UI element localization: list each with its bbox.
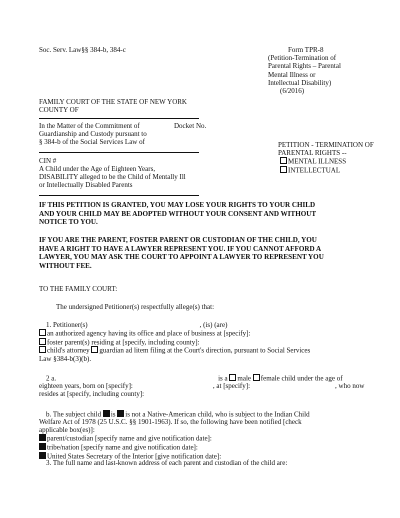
checkbox-icon[interactable] (103, 410, 110, 417)
checkbox-icon[interactable] (117, 410, 124, 417)
form-subtitle-line: Mental Illness or (268, 70, 316, 79)
checkbox-icon[interactable] (91, 346, 98, 353)
petition-title-line: PETITION - TERMINATION OF (278, 141, 374, 149)
icwa-line: applicable box(es)]: (39, 426, 95, 435)
option-childs-attorney[interactable]: child's attorney guardian ad litem filing at the Court's direction, pursuant to Social Services (39, 346, 310, 355)
salutation: TO THE FAMILY COURT: (39, 285, 118, 293)
option-is: is (110, 410, 116, 419)
warning-line: AND YOUR CHILD MAY BE ADOPTED WITHOUT YOUR CONSENT AND WITHOUT (39, 209, 317, 218)
option-foster-parents[interactable]: foster parent(s) residing at [specify, including county]: (39, 338, 310, 347)
paragraph-3: 3. The full name and last-known address of each parent and custodian of the child are: (46, 459, 288, 467)
petitioner-type-options (39, 329, 310, 363)
form-identifier (268, 46, 341, 95)
form-subtitle-line: Parental Rights – Parental (268, 62, 341, 71)
child-birth-details (39, 382, 364, 398)
paragraph-1 (46, 321, 227, 329)
warning-line: HAVE A RIGHT TO HAVE A LAWYER REPRESENT YOU. IF YOU CANNOT AFFORD A (39, 244, 322, 253)
checkbox-icon[interactable] (253, 374, 260, 381)
warning-line: IF THIS PETITION IS GRANTED, YOU MAY LOSE YOUR RIGHTS TO YOUR CHILD (39, 201, 316, 209)
form-subtitle-line: (Petition-Termination of (268, 54, 337, 63)
checkbox-icon[interactable] (39, 434, 46, 441)
docket-label: Docket No. (174, 122, 207, 130)
icwa-line: Welfare Act of 1978 (25 U.S.C. §§ 1901-1963). If so, the following have been notified [check (39, 418, 302, 426)
caption-name-line (39, 152, 199, 153)
matter-line: Guardianship and Custody pursuant to (39, 130, 147, 139)
child-line: DISABILITY alleged to be the Child of Mentally Ill (39, 173, 186, 182)
notify-secretary-interior[interactable]: United States Secretary of the Interior [give notification date]: (39, 452, 302, 461)
checkbox-icon[interactable] (39, 452, 46, 459)
option-intellectual[interactable]: INTELLECTUAL (278, 166, 374, 175)
child-sex-line: 2 a. is a male female child under the age of (46, 374, 343, 383)
court-name-line: FAMILY COURT OF THE STATE OF NEW YORK (39, 98, 187, 106)
matter-caption (39, 122, 147, 147)
form-number: Form TPR-8 (288, 46, 324, 54)
checkbox-icon[interactable] (39, 329, 46, 336)
child-line: A Child under the Age of Eighteen Years, (39, 165, 156, 173)
caption-bottom-rule (39, 195, 199, 196)
form-revision-date: (6/2016) (280, 87, 305, 96)
checkbox-icon[interactable] (280, 166, 287, 173)
option-authorized-agency[interactable]: an authorized agency having its office and place of business at [specify]: (39, 329, 310, 338)
intro-statement: The undersigned Petitioner(s) respectfully allege(s) that: (56, 303, 215, 311)
warning-line: LAWYER, YOU MAY ASK THE COURT TO APPOINT A LAWYER TO REPRESENT YOU (39, 253, 324, 262)
checkbox-icon[interactable] (39, 338, 46, 345)
court-county-line: COUNTY OF (39, 106, 79, 115)
child-description (39, 165, 186, 190)
notify-tribe-nation[interactable]: tribe/nation [specify name and give notification date]: (39, 443, 302, 452)
warning-line: WITHOUT FEE. (39, 261, 92, 270)
option-female: female (260, 374, 280, 383)
notify-parent-custodian[interactable]: parent/custodian [specify name and give notification date]: (39, 434, 302, 443)
warning-line: IF YOU ARE THE PARENT, FOSTER PARENT OR CUSTODIAN OF THE CHILD, YOU (39, 236, 317, 244)
checkbox-icon[interactable] (280, 157, 287, 164)
checkbox-icon[interactable] (39, 443, 46, 450)
warning-loss-of-rights (39, 201, 316, 227)
warning-right-to-lawyer (39, 236, 324, 270)
checkbox-icon[interactable] (39, 346, 46, 353)
warning-line: NOTICE TO YOU. (39, 218, 98, 227)
cin-label: CIN # (39, 157, 57, 165)
option-mental-illness[interactable]: MENTAL ILLNESS (278, 157, 374, 166)
caption-top-rule (39, 118, 199, 119)
option-is-not: is not (125, 410, 141, 419)
native-american-line: b. The subject child is is not a Native-American child, who is subject to the Indian Child (46, 410, 310, 419)
petition-title-line: PARENTAL RIGHTS -- (278, 149, 347, 158)
option-continuation: Law §384-b(3)(b). (39, 355, 92, 364)
statute-citation: Soc. Serv. Law§§ 384-b, 384-c (39, 46, 126, 54)
petition-title (278, 141, 374, 175)
option-male: male (237, 374, 251, 383)
form-subtitle-line: Intellectual Disability) (268, 78, 332, 87)
checkbox-icon[interactable] (229, 374, 236, 381)
matter-line: In the Matter of the Commitment of (39, 122, 140, 130)
birth-line: eighteen years, born on [specify]: , at [specify]: , who now (39, 382, 365, 390)
icwa-details (39, 418, 302, 461)
residence-line: resides at [specify, including county]: (39, 390, 145, 399)
matter-line: § 384-b of the Social Services Law of (39, 138, 145, 147)
court-name (39, 98, 187, 114)
petitioner-line: 1. Petitioner(s) , (is) (are) (46, 321, 228, 329)
child-line: or Intellectually Disabled Parents (39, 181, 133, 190)
